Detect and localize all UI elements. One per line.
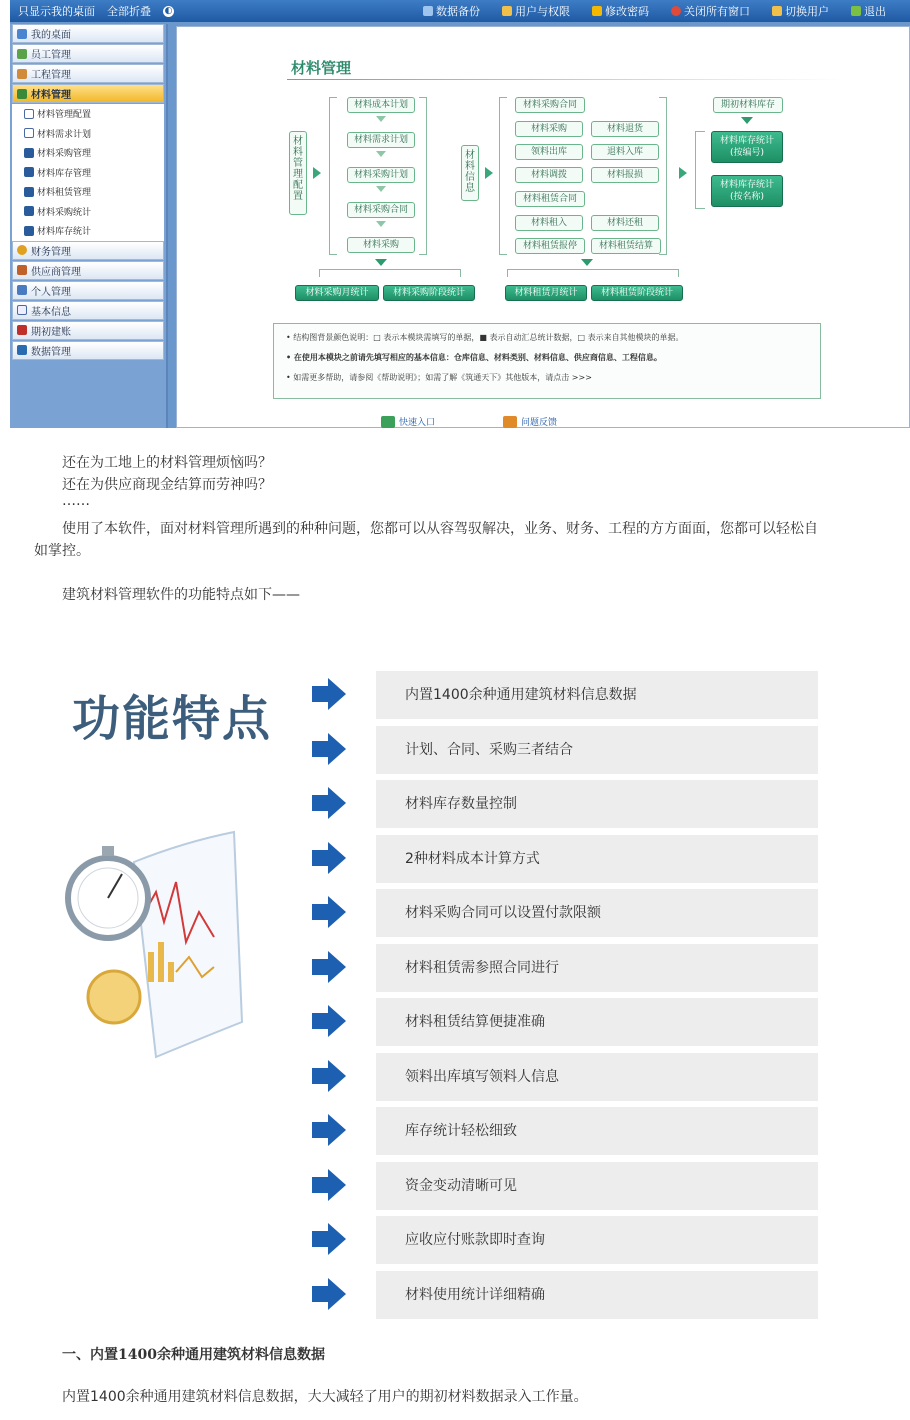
doc-icon [24,109,34,119]
flow-btn[interactable]: 材料租赁报停 [515,238,585,254]
flow-btn-purchase-plan[interactable]: 材料采购计划 [347,167,415,183]
bracket [329,97,337,255]
data-icon [17,345,27,355]
finance-icon [17,245,27,255]
doc-icon [24,128,34,138]
features-intro: 建筑材料管理软件的功能特点如下—— [62,587,300,603]
key-icon [592,6,602,16]
sidebar-item-suppliers[interactable]: 供应商管理 [12,261,164,280]
chevron-right-icon [308,1003,348,1039]
ellipsis-line: …… [62,493,90,509]
quick-entry-link[interactable]: 快速入口 [381,415,435,428]
flow-btn[interactable]: 材料报损 [591,167,659,183]
feature-item: 材料租赁结算便捷准确 [376,998,818,1046]
sidebar-item-basic-info[interactable]: 基本信息 [12,301,164,320]
bracket [695,131,705,209]
feature-item: 内置1400余种通用建筑材料信息数据 [376,671,818,719]
features-title: 功能特点 [72,691,273,747]
feature-item: 应收应付账款即时查询 [376,1216,818,1264]
sidebar-item-desktop[interactable]: 我的桌面 [12,24,164,43]
info-line[interactable]: • 如需更多帮助，请参阅《帮助说明》；如需了解《筑通天下》其他版本，请点击 >>> [286,373,592,382]
arrow-down-icon [376,116,386,122]
bracket [319,269,461,277]
arrow-down-icon [376,221,386,227]
feature-item: 领料出库填写领料人信息 [376,1053,818,1101]
intro-line: 还在为工地上的材料管理烦恼吗？ [62,455,272,471]
collapse-all-link[interactable]: 全部折叠 [107,5,151,18]
close-icon [671,6,681,16]
chevron-right-icon [308,1276,348,1312]
flow-btn-cost-plan[interactable]: 材料成本计划 [347,97,415,113]
materials-icon [17,89,27,99]
info-side-box[interactable]: 材料信息 [461,145,479,201]
app-window [10,22,910,428]
feature-item: 计划、合同、采购三者结合 [376,726,818,774]
arrow-down-icon [375,259,387,266]
feature-item: 库存统计轻松细致 [376,1107,818,1155]
section-body: 内置1400余种通用建筑材料信息数据，大大减轻了用户的期初材料数据录入工作量。 [62,1389,588,1405]
flow-btn-lease-contract[interactable]: 材料租赁合同 [515,191,585,207]
stock-stat-by-name-button[interactable]: 材料库存统计 (按名称) [711,175,783,207]
change-password-button[interactable]: 修改密码 [592,3,649,19]
arrow-down-icon [581,259,593,266]
users-permissions-button[interactable]: 用户与权限 [502,3,570,19]
flow-btn-demand-plan[interactable]: 材料需求计划 [347,132,415,148]
chevron-right-icon [308,785,348,821]
folder-icon [24,226,34,236]
chevron-right-icon [308,676,348,712]
top-toolbar [10,0,910,22]
flow-btn[interactable]: 领料出库 [515,144,583,160]
chevron-right-icon [308,1167,348,1203]
bracket [499,97,507,255]
flow-btn-opening-stock[interactable]: 期初材料库存 [713,97,783,113]
sidebar-item-personal[interactable]: 个人管理 [12,281,164,300]
logout-icon [851,6,861,16]
sidebar-subitem[interactable]: 材料采购管理 [12,143,164,163]
feedback-link[interactable]: 问题反馈 [503,415,557,428]
lease-monthly-stat-button[interactable]: 材料租赁月统计 [505,285,587,301]
backup-icon [423,6,433,16]
sidebar-subitem[interactable]: 材料需求计划 [12,124,164,144]
info-line: • 结构图背景颜色说明：□ 表示本模块需填写的单据，■ 表示自动汇总统计数据，□ 表示来自其他模块的单据。 [286,333,684,342]
flow-btn[interactable]: 材料采购 [515,121,583,137]
help-info-box [273,323,821,399]
main-panel [176,26,910,428]
info-line: • 在使用本模块之前请先填写相应的基本信息：仓库信息、材料类别、材料信息、供应商信息、工程信息。 [286,353,662,362]
purchase-stage-stat-button[interactable]: 材料采购阶段统计 [383,285,475,301]
home-icon [17,69,27,79]
arrow-right-icon [485,167,493,179]
page-title: 材料管理 [291,59,352,77]
switch-user-button[interactable]: 切换用户 [772,3,829,19]
stock-stat-by-code-button[interactable]: 材料库存统计 (按编号) [711,131,783,163]
description-paragraph: 使用了本软件，面对材料管理所遇到的种种问题，您都可以从容驾驭解决，业务、财务、工程的方方面面，您都可以轻松自 [62,521,818,537]
close-all-windows-button[interactable]: 关闭所有窗口 [671,3,750,19]
sidebar-item-materials[interactable]: 材料管理 [12,84,164,103]
bracket [659,97,667,255]
arrow-down-icon [376,186,386,192]
flow-btn[interactable]: 材料退货 [591,121,659,137]
folder-icon [24,206,34,216]
flow-btn-purchase-contract[interactable]: 材料采购合同 [347,202,415,218]
flow-btn-purchase[interactable]: 材料采购 [347,237,415,253]
title-divider [287,79,842,80]
sidebar-item-data[interactable]: 数据管理 [12,341,164,360]
arrow-right-icon [679,167,687,179]
sidebar [10,24,168,428]
sidebar-subitem[interactable]: 材料库存统计 [12,221,164,241]
sidebar-item-opening[interactable]: 期初建账 [12,321,164,340]
chevron-right-icon [308,1058,348,1094]
supplier-icon [17,265,27,275]
folder-icon [24,148,34,158]
flow-btn[interactable]: 材料还租 [591,215,659,231]
description-paragraph-cont: 如掌控。 [34,543,90,559]
flow-btn[interactable]: 退料入库 [591,144,659,160]
show-desktop-only-link[interactable]: 只显示我的桌面 [18,5,95,18]
feature-item: 材料租赁需参照合同进行 [376,944,818,992]
section-heading: 一、内置1400余种通用建筑材料信息数据 [62,1347,325,1363]
stopwatch-chart-illustration [64,822,254,1062]
chevron-right-icon [308,731,348,767]
config-side-box[interactable]: 材料管理配置 [289,131,307,215]
chevron-right-icon [308,949,348,985]
flow-btn[interactable]: 材料租赁结算 [591,238,661,254]
desktop-icon [17,29,27,39]
bracket [419,97,427,255]
sidebar-subitem[interactable]: 材料管理配置 [12,104,164,124]
sidebar-item-finance[interactable]: 财务管理 [12,241,164,260]
intro-line: 还在为供应商现金结算而劳神吗？ [62,477,272,493]
chevron-right-icon [308,1221,348,1257]
feature-item: 材料库存数量控制 [376,780,818,828]
feedback-icon [503,416,517,428]
arrow-right-icon [313,167,321,179]
chevron-right-icon [308,840,348,876]
purchase-monthly-stat-button[interactable]: 材料采购月统计 [295,285,379,301]
flow-btn[interactable]: 材料调拨 [515,167,583,183]
chevron-right-icon [308,894,348,930]
flow-btn[interactable]: 材料租入 [515,215,583,231]
flow-btn-purchase-contract-2[interactable]: 材料采购合同 [515,97,585,113]
bracket [507,269,679,277]
sidebar-item-staff[interactable]: 员工管理 [12,44,164,63]
info-icon [17,305,27,315]
person-icon [17,285,27,295]
lease-stage-stat-button[interactable]: 材料租赁阶段统计 [591,285,683,301]
book-icon [17,325,27,335]
quick-entry-icon [381,416,395,428]
chevron-right-icon [308,1112,348,1148]
users-icon [502,6,512,16]
switch-user-icon [772,6,782,16]
feature-item: 资金变动清晰可见 [376,1162,818,1210]
arrow-down-icon [741,117,753,124]
sidebar-subitem[interactable]: 材料采购统计 [12,202,164,222]
folder-icon [24,187,34,197]
folder-icon [24,167,34,177]
logout-button[interactable]: 退出 [851,3,886,19]
collapse-icon[interactable]: ◐ [164,5,173,16]
sidebar-item-projects[interactable]: 工程管理 [12,64,164,83]
sidebar-subitem[interactable]: 材料租赁管理 [12,182,164,202]
feature-item: 2种材料成本计算方式 [376,835,818,883]
feature-item: 材料采购合同可以设置付款限额 [376,889,818,937]
arrow-down-icon [376,151,386,157]
users-icon [17,49,27,59]
backup-button[interactable]: 数据备份 [423,3,480,19]
sidebar-subitem[interactable]: 材料库存管理 [12,163,164,183]
feature-item: 材料使用统计详细精确 [376,1271,818,1319]
